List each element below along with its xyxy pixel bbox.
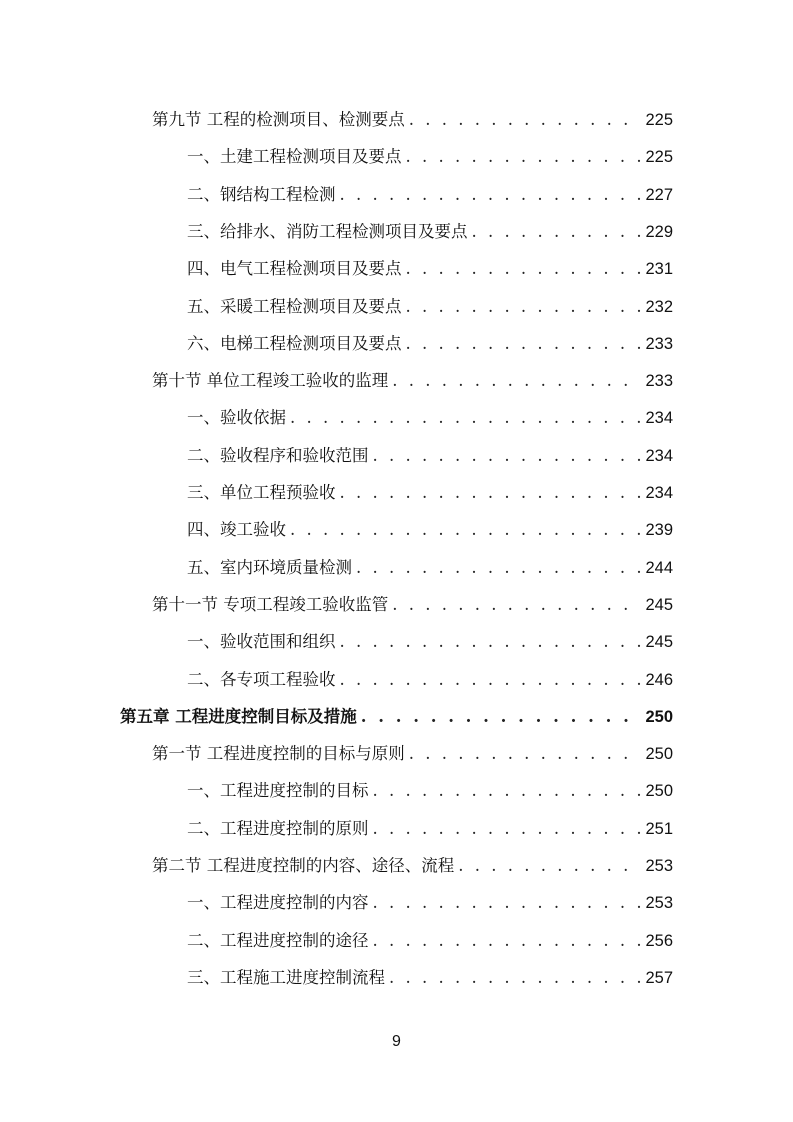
toc-subsection-entry[interactable]	[187, 965, 673, 991]
toc-entry-title: 四、竣工验收	[187, 520, 286, 540]
dot-leader	[340, 480, 642, 506]
dot-leader	[389, 965, 641, 991]
toc-entry-page: 225	[645, 111, 673, 129]
toc-entry-page: 233	[645, 334, 673, 353]
dot-leader	[373, 890, 642, 916]
toc-entry-page: 234	[645, 484, 673, 502]
dot-leader	[290, 405, 641, 431]
dot-leader	[406, 331, 642, 357]
dot-leader	[409, 107, 642, 133]
toc-entry-title: 第一节 工程进度控制的目标与原则	[152, 744, 405, 764]
toc-entry-title: 一、土建工程检测项目及要点	[187, 147, 402, 167]
toc-subsection-entry[interactable]	[187, 219, 673, 245]
toc-entry-title: 第十一节 专项工程竣工验收监管	[152, 594, 389, 614]
toc-entry-page: 251	[645, 819, 673, 838]
dot-leader	[409, 741, 642, 767]
toc-entry-page: 246	[645, 670, 673, 689]
toc-entry-page: 231	[645, 260, 673, 279]
toc-entry-title: 六、电梯工程检测项目及要点	[187, 333, 402, 353]
toc-subsection-entry[interactable]	[187, 517, 673, 543]
toc-entry-page: 256	[645, 931, 673, 950]
toc-entry-page: 234	[645, 409, 673, 428]
dot-leader	[340, 182, 642, 208]
toc-section-entry[interactable]	[152, 107, 673, 133]
dot-leader	[458, 853, 641, 879]
toc-subsection-entry[interactable]	[187, 144, 673, 170]
toc-entry-title: 二、工程进度控制的原则	[187, 818, 369, 838]
toc-entry-page: 225	[645, 148, 673, 167]
toc-section-entry[interactable]	[152, 853, 673, 879]
dot-leader	[373, 443, 642, 469]
toc-entry-page: 233	[645, 372, 673, 391]
toc-subsection-entry[interactable]	[187, 480, 673, 506]
toc-entry-title: 五、室内环境质量检测	[187, 557, 352, 577]
toc-entry-title: 一、验收依据	[187, 408, 286, 428]
toc-subsection-entry[interactable]	[187, 928, 673, 954]
toc-entry-title: 一、工程进度控制的内容	[187, 893, 369, 913]
toc-subsection-entry[interactable]	[187, 294, 673, 320]
dot-leader	[406, 144, 642, 170]
toc-subsection-entry[interactable]	[187, 182, 673, 208]
dot-leader	[340, 629, 642, 655]
toc-entry-title: 三、单位工程预验收	[187, 483, 336, 502]
toc-entry-title: 第十节 单位工程竣工验收的监理	[152, 371, 389, 391]
toc-entry-title: 五、采暖工程检测项目及要点	[187, 296, 402, 316]
toc-subsection-entry[interactable]	[187, 555, 673, 581]
toc-chapter-entry[interactable]	[120, 704, 673, 730]
dot-leader	[472, 219, 642, 245]
dot-leader	[392, 368, 641, 394]
toc-entry-page: 245	[645, 595, 673, 614]
dot-leader	[392, 592, 641, 618]
page-number: 9	[392, 1033, 401, 1050]
toc-entry-page: 250	[645, 782, 673, 801]
toc-entry-page: 250	[645, 707, 673, 726]
toc-entry-page: 244	[645, 558, 673, 577]
dot-leader	[406, 294, 642, 320]
toc-entry-page: 234	[645, 446, 673, 465]
toc-subsection-entry[interactable]	[187, 443, 673, 469]
toc-entry-title: 二、工程进度控制的途径	[187, 930, 369, 950]
toc-entry-title: 二、验收程序和验收范围	[187, 445, 369, 465]
toc-entry-page: 245	[645, 633, 673, 652]
toc-subsection-entry[interactable]	[187, 890, 673, 916]
toc-entry-page: 232	[645, 297, 673, 316]
toc-subsection-entry[interactable]	[187, 331, 673, 357]
toc-entry-page: 239	[645, 521, 673, 540]
toc-entry-title: 一、验收范围和组织	[187, 632, 336, 652]
toc-subsection-entry[interactable]	[187, 778, 673, 804]
toc-subsection-entry[interactable]	[187, 256, 673, 282]
toc-entry-page: 257	[645, 968, 673, 987]
toc-entry-page: 227	[645, 185, 673, 204]
dot-leader	[290, 517, 641, 543]
dot-leader	[373, 816, 642, 842]
toc-entry-page: 253	[645, 894, 673, 913]
toc-entry-page: 229	[645, 222, 673, 241]
toc-subsection-entry[interactable]	[187, 405, 673, 431]
dot-leader	[406, 256, 642, 282]
dot-leader	[373, 778, 642, 804]
toc-entry-title: 二、钢结构工程检测	[187, 184, 336, 204]
toc-entry-title: 三、给排水、消防工程检测项目及要点	[187, 221, 468, 241]
dot-leader	[340, 667, 642, 693]
toc-subsection-entry[interactable]	[187, 816, 673, 842]
dot-leader	[373, 928, 642, 954]
dot-leader	[361, 704, 642, 730]
toc-subsection-entry[interactable]	[187, 667, 673, 693]
toc-section-entry[interactable]	[152, 741, 673, 767]
dot-leader	[356, 555, 641, 581]
toc-entry-title: 第九节 工程的检测项目、检测要点	[152, 110, 405, 129]
toc-entry-title: 四、电气工程检测项目及要点	[187, 259, 402, 279]
toc-entry-title: 一、工程进度控制的目标	[187, 781, 369, 801]
toc-entry-title: 三、工程施工进度控制流程	[187, 967, 385, 987]
toc-entry-title: 第五章 工程进度控制目标及措施	[120, 706, 357, 726]
toc-entry-title: 二、各专项工程验收	[187, 669, 336, 689]
toc-entry-page: 250	[645, 745, 673, 764]
toc-entry-page: 253	[645, 857, 673, 875]
toc-subsection-entry[interactable]	[187, 629, 673, 655]
toc-entry-title: 第二节 工程进度控制的内容、途径、流程	[152, 856, 455, 875]
toc-section-entry[interactable]	[152, 592, 673, 618]
toc-section-entry[interactable]	[152, 368, 673, 394]
